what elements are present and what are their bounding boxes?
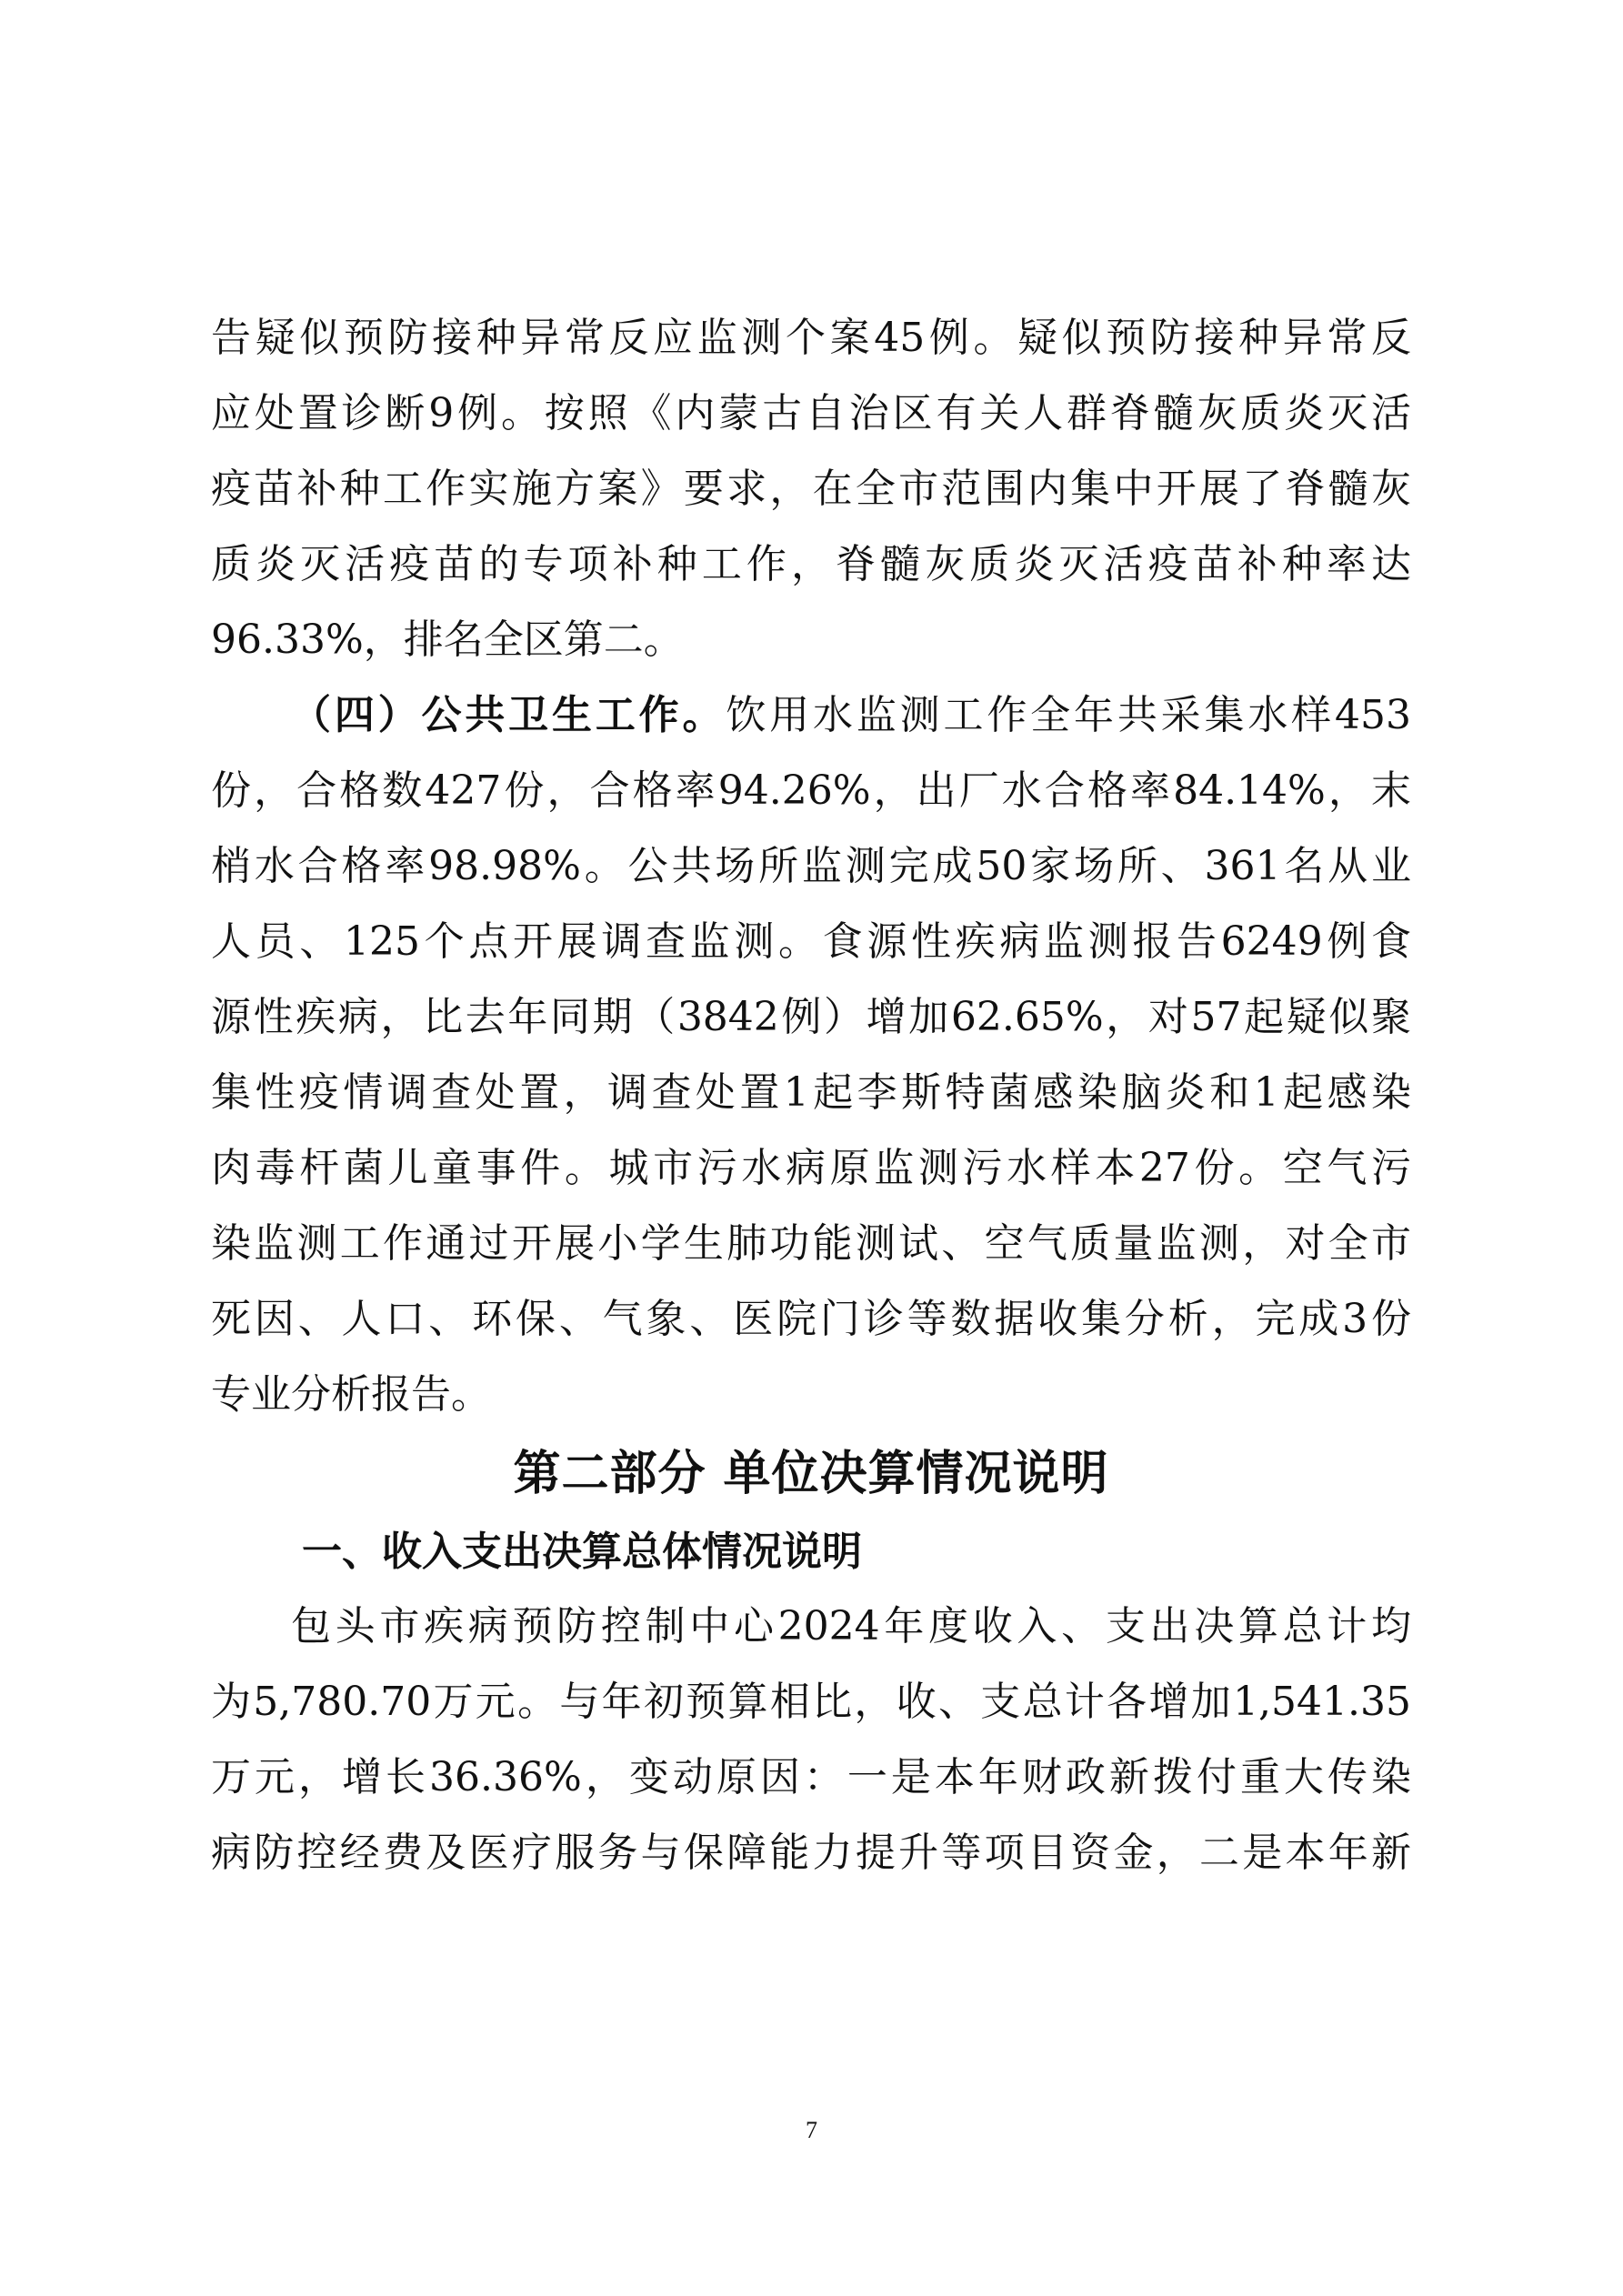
text-line: 梢水合格率98.98%。公共场所监测完成50家场所、361名从业 [211,843,1411,889]
text-line: 病防控经费及医疗服务与保障能力提升等项目资金，二是本年新 [211,1830,1411,1876]
text-line: 应处置诊断9例。按照《内蒙古自治区有关人群脊髓灰质炎灭活 [211,390,1411,436]
section-heading: 一、收入支出决算总体情况说明 [302,1529,862,1575]
paragraph-vaccination [211,300,1411,677]
text-line: 人员、125个点开展调查监测。食源性疾病监测报告6249例食 [211,918,1411,965]
text-line: 集性疫情调查处置，调查处置1起李斯特菌感染脑炎和1起感染 [211,1069,1411,1116]
text-line: 染监测工作通过开展小学生肺功能测试、空气质量监测，对全市 [211,1220,1411,1267]
text-line: 质炎灭活疫苗的专项补种工作，脊髓灰质炎灭活疫苗补种率达 [211,541,1411,587]
page-body [211,300,1411,1890]
text-line [211,677,1411,753]
text-line: 96.33%，排名全区第二。 [211,617,684,663]
text-line: 专业分析报告。 [211,1371,491,1418]
paragraph-budget-summary [211,1589,1411,1890]
text-line: 死因、人口、环保、气象、医院门诊等数据收集分析，完成3份 [211,1296,1411,1342]
text-run: 饮用水监测工作全年共采集水样453 [726,692,1411,738]
paragraph-public-health [211,677,1411,1432]
text-line: 包头市疾病预防控制中心2024年度收入、支出决算总计均 [291,1603,1411,1649]
text-line: 份，合格数427份，合格率94.26%，出厂水合格率84.14%，末 [211,767,1411,814]
text-line: 万元，增长36.36%，变动原因：一是本年财政新拨付重大传染 [211,1754,1411,1800]
text-line: 为5,780.70万元。与年初预算相比，收、支总计各增加1,541.35 [211,1679,1411,1725]
text-line: 疫苗补种工作实施方案》要求，在全市范围内集中开展了脊髓灰 [211,466,1411,512]
page-number: 7 [806,2117,817,2143]
text-line: 源性疾病，比去年同期（3842例）增加62.65%，对57起疑似聚 [211,994,1411,1040]
text-line: 肉毒杆菌儿童事件。城市污水病原监测污水样本27份。空气污 [211,1145,1411,1191]
text-line: 告疑似预防接种异常反应监测个案45例。疑似预防接种异常反 [211,315,1411,361]
paragraph-heading: （四）公共卫生工作。 [291,692,726,738]
part-title: 第二部分 单位决算情况说明 [513,1446,1109,1501]
